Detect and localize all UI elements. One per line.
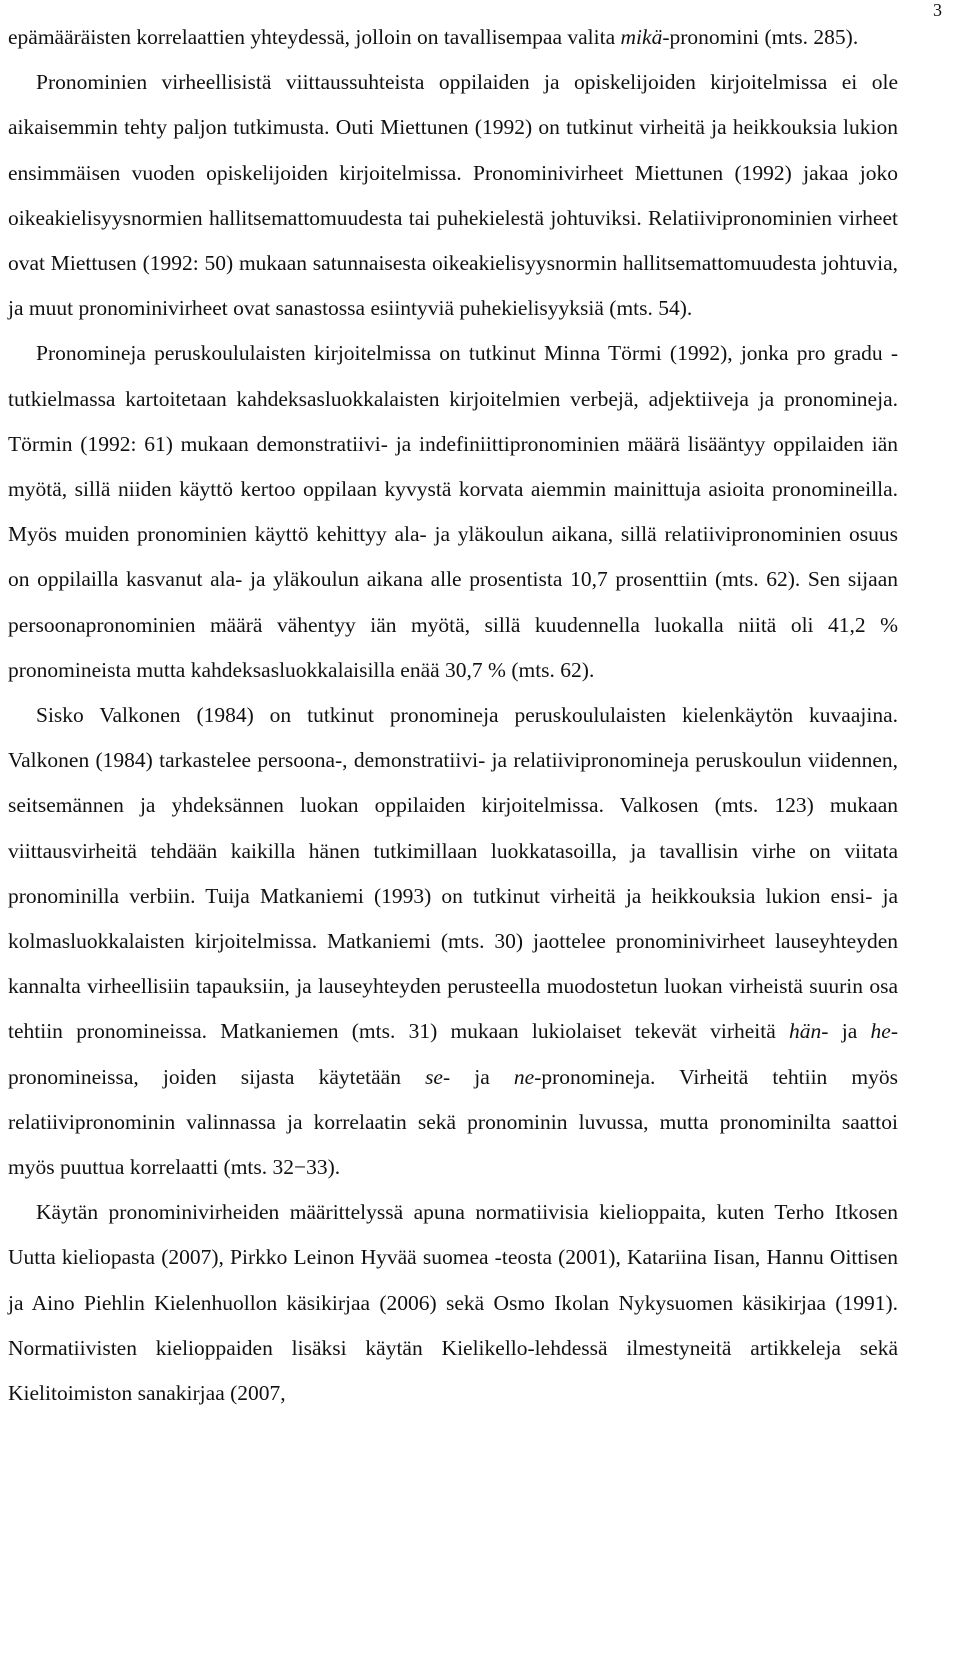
text-run: -pronomini (mts. 285). [662, 25, 859, 49]
italic-term: se [425, 1064, 443, 1089]
text-run: Käytän pronominivirheiden määrittelyssä apuna normatiivisia kielioppaita, kuten Terho Itkosen Uutta kieliopasta (2007), Pirkko Leinon Hyvää suomea -teosta (2001), Katariina Iisan, Hannu Oittisen ja Aino Piehlin Kielenhuollon käsikirjaa (2006) sekä Osmo Ikolan Nykysuomen käsikirjaa (1991). Normatiivisten kielioppaiden lisäksi käytän Kielikello-lehdessä ilmestyneitä artikkeleja sekä Kielitoimiston sanakirjaa (2007, [8, 1200, 898, 1406]
body-text [8, 15, 898, 1416]
text-run: - ja [821, 1019, 871, 1044]
text-run: -pronomineja. Virheitä tehtiin myös relatiivipronominin valinnassa ja korrelaatin sekä pronominin luvussa, mutta pronominilta saattoi myös puuttua korrelaatti (mts. 32−33). [8, 1064, 898, 1180]
text-run: epämääräisten korrelaattien yhteydessä, jolloin on tavallisempaa valita [8, 25, 621, 49]
paragraph [8, 331, 898, 693]
italic-term: hän [789, 1019, 822, 1044]
text-run: Sisko Valkonen (1984) on tutkinut pronomineja peruskoululaisten kielenkäytön kuvaajina. Valkonen (1984) tarkastelee persoona-, demonstratiivi- ja relatiivipronomineja peruskoulun viidennen, seitsemännen ja yhdeksännen luokan oppilaiden kirjoitelmissa. Valkosen (mts. 123) mukaan viittausvirheitä tehdään kaikilla hänen tutkimillaan luokkatasoilla, ja tavallisin virhe on viitata pronominilla verbiin. Tuija Matkaniemi (1993) on tutkinut virheitä ja heikkouksia lukion ensi- ja kolmasluokkalaisten kirjoitelmissa. Matkaniemi (mts. 30) jaottelee pronominivirheet lauseyhteyden kannalta virheellisiin tapauksiin, ja lauseyhteyden perusteella muodostetun luokan virheistä suurin osa tehtiin pronomineissa. Matkaniemen (mts. 31) mukaan lukiolaiset tekevät virheitä [8, 703, 898, 1044]
paragraph [8, 60, 898, 331]
italic-term: he [870, 1019, 891, 1044]
paragraph [8, 1190, 898, 1416]
text-run: -pronomineissa, joiden sijasta käytetään [8, 1019, 898, 1089]
italic-term: mikä [620, 25, 663, 49]
paragraph [8, 15, 898, 60]
page-number: 3 [933, 0, 942, 20]
text-run: Pronominien virheellisistä viittaussuhteista oppilaiden ja opiskelijoiden kirjoitelmissa ei ole aikaisemmin tehty paljon tutkimusta. Outi Miettunen (1992) on tutkinut virheitä ja heikkouksia lukion ensimmäisen vuoden opiskelijoiden kirjoitelmissa. Pronominivirheet Miettunen (1992) jakaa joko oikeakielisyysnormien hallitsemattomuudesta tai puhekielestä johtuviksi. Relatiivipronominien virheet ovat Miettusen (1992: 50) mukaan satunnaisesta oikeakielisyysnormin hallitsemattomuudesta johtuvia, ja muut pronominivirheet ovat sanastossa esiintyviä puhekielisyyksiä (mts. 54). [8, 70, 898, 321]
text-run: - ja [442, 1064, 514, 1089]
text-run: Pronomineja peruskoululaisten kirjoitelmissa on tutkinut Minna Törmi (1992), jonka pro gradu -tutkielmassa kartoitetaan kahdeksasluokkalaisten kirjoitelmien verbejä, adjektiiveja ja pronomineja. Törmin (1992: 61) mukaan demonstratiivi- ja indefiniittipronominien määrä lisääntyy oppilaiden iän myötä, sillä niiden käyttö kertoo oppilaan kyvystä korvata aiemmin mainittuja asioita pronomineilla. Myös muiden pronominien käyttö kehittyy ala- ja yläkoulun aikana, sillä relatiivipronominien osuus on oppilailla kasvanut ala- ja yläkoulun aikana alle prosentista 10,7 prosenttiin (mts. 62). Sen sijaan persoonapronominien määrä vähentyy iän myötä, sillä kuudennella luokalla niitä oli 41,2 % pronomineista mutta kahdeksasluokkalaisilla enää 30,7 % (mts. 62). [8, 341, 898, 682]
paragraph [8, 693, 898, 1190]
italic-term: ne [513, 1064, 535, 1089]
